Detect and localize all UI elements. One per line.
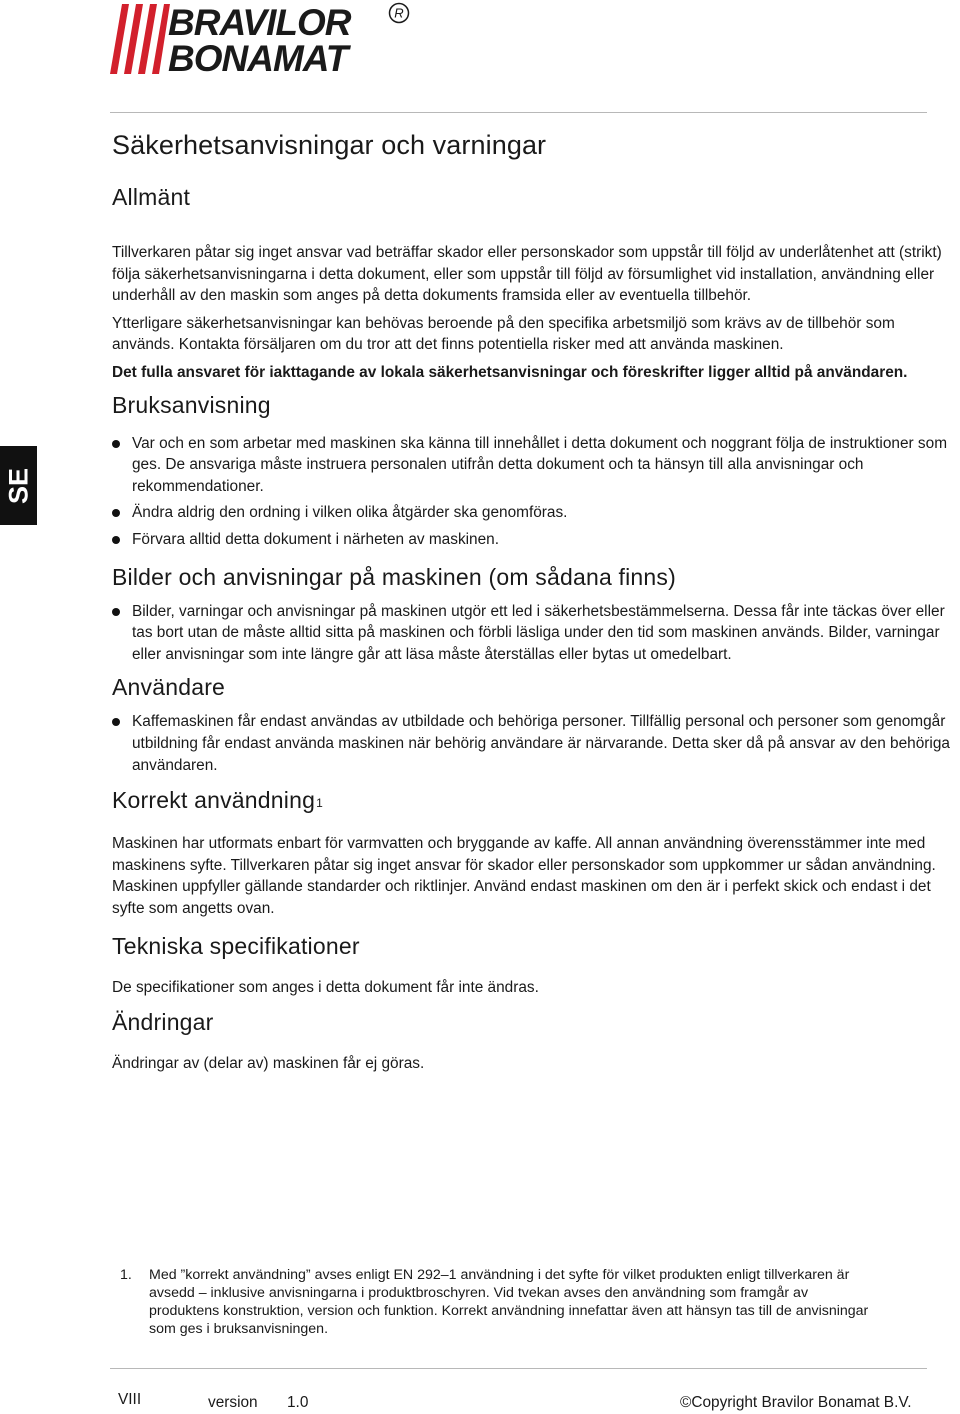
main-content xyxy=(112,127,960,1075)
list-item: Ändra aldrig den ordning i vilken olika åtgärder ska genomföras. xyxy=(112,502,960,524)
footnote-number: 1. xyxy=(120,1267,132,1283)
paragraph-andringar: Ändringar av (delar av) maskinen får ej göras. xyxy=(112,1055,425,1073)
top-divider xyxy=(110,112,927,113)
logo-line2: BONAMAT xyxy=(168,38,348,79)
section-heading-tekniska: Tekniska specifikationer xyxy=(112,933,360,960)
list-item: Var och en som arbetar med maskinen ska känna till innehållet i detta dokument och noggrant följa de instruktioner som ges. De ansvariga måste instruera personalen utifrån detta dokument och ta hänsyn till alla anvisningar och rekommendationer. xyxy=(112,433,960,498)
footnote xyxy=(120,1266,880,1338)
list-item: Bilder, varningar och anvisningar på maskinen utgör ett led i säkerhetsbestämmelserna. Dessa får inte täckas över eller tas bort utan de måste alltid sitta på maskinen och förbli läsliga under den tid som maskinen används. Bilder, varningar eller anvisningar som inte längre går att läsa måste återställas eller bytas ut omedelbart. xyxy=(112,601,960,666)
registered-icon xyxy=(388,2,410,24)
section-heading-bruksanvisning: Bruksanvisning xyxy=(112,391,271,418)
registered-mark xyxy=(388,2,410,30)
logo-line1: BRAVILOR xyxy=(168,2,351,43)
paragraph-allmant-2: Ytterligare säkerhetsanvisningar kan behövas beroende på den specifika arbetsmiljö som krävs av de tillbehör som används. Kontakta försäljaren om du tror att det finns potentiella risker med att använda maskinen. xyxy=(112,314,895,354)
language-tab xyxy=(0,446,37,525)
footnote-text: Med ”korrekt användning” avses enligt EN 292–1 användning i det syfte för vilket produkten enligt tillverkaren är avsedd – inklusive anvisningarna i produktbroschyren. Vid tvekan avses den användning som framgår av produktens konstruktion, version och funktion. Korrekt användning innefattar även att hänsyn tas till de anvisningar som ges i bruksanvisningen. xyxy=(149,1267,869,1337)
paragraph-tekniska: De specifikationer som anges i detta dokument får inte ändras. xyxy=(112,979,539,997)
bruksanvisning-list xyxy=(112,433,960,551)
paragraph-allmant-3: Det fulla ansvaret för iakttagande av lokala säkerhetsanvisningar och föreskrifter ligger alltid på användaren. xyxy=(112,363,908,381)
korrekt-heading-text: Korrekt användning xyxy=(112,787,316,814)
list-item: Förvara alltid detta dokument i närheten av maskinen. xyxy=(112,529,960,551)
version-label: version xyxy=(208,1394,258,1411)
svg-text:R: R xyxy=(394,5,404,21)
bilder-list xyxy=(112,601,960,666)
bottom-divider xyxy=(110,1368,927,1369)
brand-logo xyxy=(110,4,420,80)
version-number: 1.0 xyxy=(287,1394,309,1411)
language-tab-label: SE xyxy=(3,467,33,504)
paragraph-allmant-1: Tillverkaren påtar sig inget ansvar vad beträffar skador eller personskador som uppstår till följd av underlåtenhet att (strikt) följa säkerhetsanvisningarna i detta dokument, eller som uppstår till följd av försumlighet vid installation, användning eller underhåll av den maskin som anges på detta dokuments framsida eller av eventuella tillbehör. xyxy=(112,244,942,305)
copyright-notice: ©Copyright Bravilor Bonamat B.V. xyxy=(680,1394,912,1411)
list-item: Kaffemaskinen får endast användas av utbildade och behöriga personer. Tillfällig personal och personer som genomgår utbildning får endast använda maskinen när behörig användare är närvarande. Detta sker då på ansvar av den behöriga användaren. xyxy=(112,711,960,776)
page-title: Säkerhetsanvisningar och varningar xyxy=(112,130,547,160)
section-heading-allmant: Allmänt xyxy=(112,184,191,210)
section-heading-bilder: Bilder och anvisningar på maskinen (om sådana finns) xyxy=(112,563,676,590)
section-heading-anvandare: Användare xyxy=(112,674,226,701)
paragraph-korrekt: Maskinen har utformats enbart för varmvatten och bryggande av kaffe. All annan användning överensstämmer inte med maskinens syfte. Tillverkaren påtar sig inget ansvar för skador eller personskador som uppkommer ur sådan användning. Maskinen uppfyller gällande standarder och riktlinjer. Använd endast maskinen om den är i perfekt skick och endast i det syfte som angetts ovan. xyxy=(112,835,936,917)
section-heading-andringar: Ändringar xyxy=(112,1009,214,1036)
page-number: VIII xyxy=(118,1391,142,1408)
footnote-ref: 1 xyxy=(316,796,323,811)
logo-stripes-icon xyxy=(110,4,170,80)
anvandare-list xyxy=(112,711,960,776)
section-heading-korrekt xyxy=(112,785,960,819)
